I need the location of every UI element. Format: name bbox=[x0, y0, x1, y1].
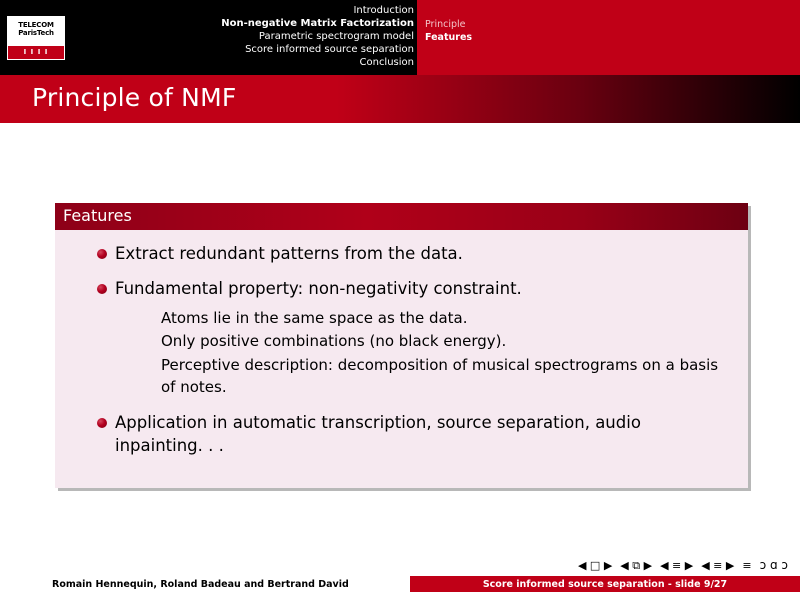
nav-section-introduction[interactable]: Introduction bbox=[353, 5, 414, 16]
next-slide-button[interactable]: ◀ ≡ ▶ bbox=[701, 558, 735, 572]
sub-list-item: Atoms lie in the same space as the data. bbox=[161, 308, 468, 327]
list-item-text: Application in automatic transcription, source separation, audio inpainting. . . bbox=[115, 412, 641, 456]
nav-section-parametric-model[interactable]: Parametric spectrogram model bbox=[258, 31, 414, 42]
telecom-paristech-logo bbox=[7, 16, 65, 60]
section-navigation[interactable] bbox=[72, 0, 417, 75]
slide-footer bbox=[0, 576, 800, 592]
logo-line1: TELECOM bbox=[18, 20, 54, 29]
list-item bbox=[69, 411, 734, 458]
page-title: Principle of NMF bbox=[32, 83, 237, 112]
logo-bars-icon: I I I I bbox=[8, 46, 64, 59]
list-item bbox=[69, 242, 734, 265]
sub-list bbox=[115, 307, 734, 399]
bullet-icon bbox=[97, 284, 107, 294]
sub-list-item: Perceptive description: decomposition of musical spectrograms on a basis of notes. bbox=[161, 355, 719, 397]
block-heading: Features bbox=[55, 203, 748, 230]
subsection-navigation[interactable] bbox=[417, 0, 800, 75]
first-slide-button[interactable]: ◀ □ ▶ bbox=[577, 558, 613, 572]
footer-authors: Romain Hennequin, Roland Badeau and Bertrand David bbox=[0, 576, 410, 592]
nav-subsection-features[interactable]: Features bbox=[425, 32, 473, 43]
footer-slide-info: Score informed source separation - slide 9/27 bbox=[410, 576, 800, 592]
sub-list-item: Only positive combinations (no black energy). bbox=[161, 332, 507, 351]
list-item bbox=[69, 277, 734, 398]
logo-line2: ParisTech bbox=[18, 28, 54, 37]
logo bbox=[0, 0, 72, 75]
list-item-text: Fundamental property: non-negativity constraint. bbox=[115, 279, 522, 299]
previous-slide-button[interactable]: ◀ ≡ ▶ bbox=[660, 558, 694, 572]
slide-navigation-controls[interactable] bbox=[578, 558, 788, 572]
bullet-icon bbox=[97, 418, 107, 428]
block-body bbox=[55, 230, 748, 488]
nav-section-nmf[interactable]: Non-negative Matrix Factorization bbox=[221, 18, 414, 29]
title-bar bbox=[0, 75, 800, 123]
last-slide-button[interactable]: ɔ ɑ ɔ bbox=[759, 558, 788, 572]
features-block bbox=[55, 203, 748, 488]
nav-section-conclusion[interactable]: Conclusion bbox=[359, 57, 414, 68]
feature-list bbox=[69, 242, 734, 458]
logo-text bbox=[8, 17, 64, 46]
bullet-icon bbox=[97, 249, 107, 259]
list-item-text: Extract redundant patterns from the data. bbox=[115, 244, 463, 263]
menu-icon[interactable]: ≡ bbox=[742, 558, 752, 572]
nav-subsection-principle[interactable]: Principle bbox=[425, 19, 466, 30]
slide-header bbox=[0, 0, 800, 75]
nav-section-score-informed[interactable]: Score informed source separation bbox=[245, 44, 414, 55]
previous-section-button[interactable]: ◀ ⧉ ▶ bbox=[620, 558, 653, 572]
